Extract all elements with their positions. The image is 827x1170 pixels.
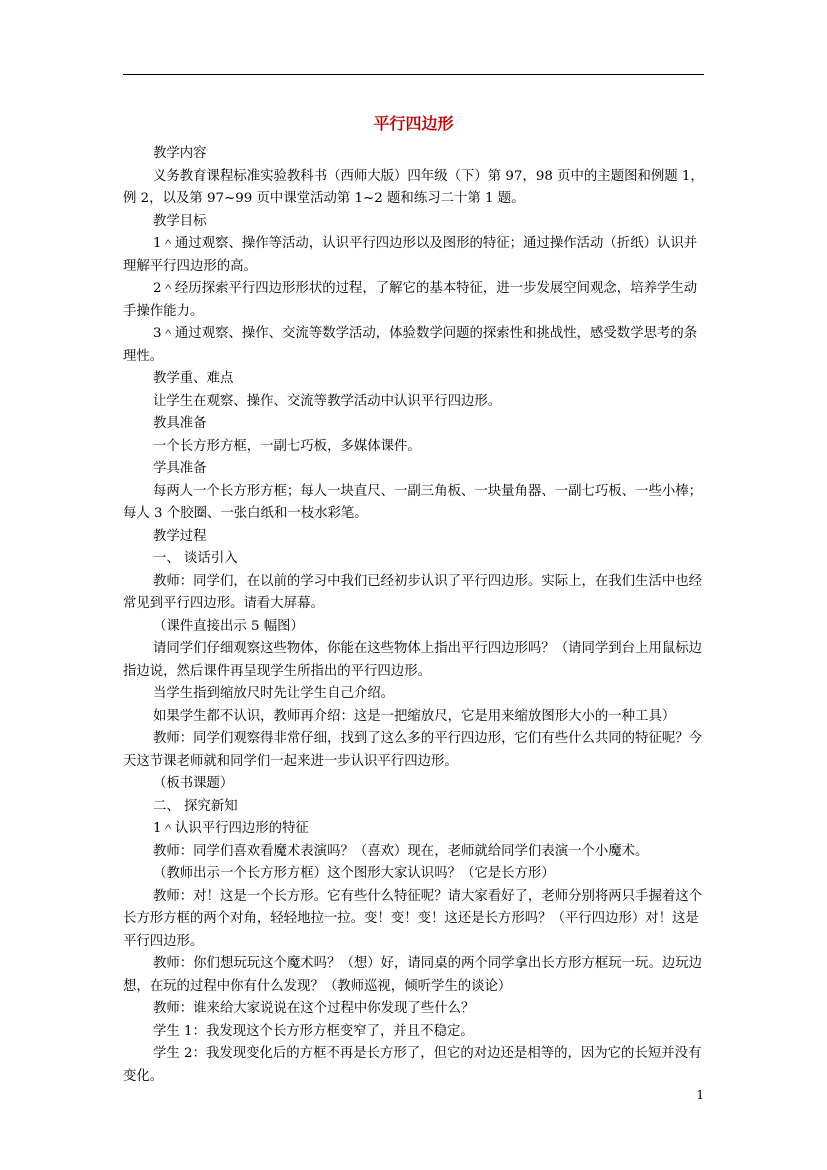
paragraph: 教学重、难点 [153,371,234,386]
paragraph: （教师出示一个长方形方框）这个图形大家认识吗？（它是长方形） [153,866,555,881]
paragraph: 教师：同学们，在以前的学习中我们已经初步认识了平行四边形。实际上，在我们生活中也经常见到平行四边形。请看大屏幕。 [123,573,703,611]
paragraph: 教具准备 [153,416,207,431]
paragraph: 教师：你们想玩玩这个魔术吗？（想）好，请同桌的两个同学拿出长方形方框玩一玩。边玩边想，在玩的过程中你有什么发现？（教师巡视，倾听学生的谈论） [123,956,703,994]
paragraph: （课件直接出示 5 幅图） [153,618,304,634]
paragraph: 学具准备 [153,461,207,476]
document-body [123,143,704,1088]
paragraph: 让学生在观察、操作、交流等教学活动中认识平行四边形。 [153,393,502,409]
paragraph: 教师：同学们喜欢看魔术表演吗？（喜欢）现在，老师就给同学们表演一个小魔术。 [153,843,649,859]
paragraph: 义务教育课程标准实验教科书（西师大版）四年级（下）第 97，98 页中的主题图和例题 1，例 2，以及第 97~99 页中课堂活动第 1~2 题和练习二十第 1 题。 [123,168,704,206]
page-number: 1 [696,1088,704,1102]
paragraph: 教学过程 [153,528,207,544]
paragraph: 请同学们仔细观察这些物体，你能在这些物体上指出平行四边形吗？（请同学到台上用鼠标边指边说，然后课件再呈现学生所指出的平行四边形。 [123,641,703,679]
paragraph: 一、 谈话引入 [153,551,238,566]
paragraph: 1＾通过观察、操作等活动，认识平行四边形以及图形的特征；通过操作活动（折纸）认识并理解平行四边形的高。 [123,236,698,274]
paragraph: 学生 2：我发现变化后的方框不再是长方形了，但它的对边还是相等的，因为它的长短并没有变化。 [123,1046,702,1084]
paragraph: 学生 1：我发现这个长方形方框变窄了，并且不稳定。 [153,1023,474,1039]
header-rule [123,74,704,75]
paragraph: 当学生指到缩放尺时先让学生自己介绍。 [153,686,395,701]
paragraph: 教师：同学们观察得非常仔细，找到了这么多的平行四边形，它们有些什么共同的特征呢？今天这节课老师就和同学们一起来进一步认识平行四边形。 [123,731,703,769]
paragraph: 2＾经历探索平行四边形形状的过程，了解它的基本特征，进一步发展空间观念，培养学生动手操作能力。 [123,281,698,319]
paragraph: 每两人一个长方形方框；每人一块直尺、一副三角板、一块量角器、一副七巧板、一些小棒；每人 3 个胶圈、一张白纸和一枝水彩笔。 [123,483,703,521]
paragraph: 教师：谁来给大家说说在这个过程中你发现了些什么？ [153,1001,475,1016]
paragraph: 教学内容 [153,146,207,161]
paragraph: 3＾通过观察、操作、交流等数学活动，体验数学问题的探索性和挑战性，感受数学思考的条理性。 [123,326,698,364]
paragraph: 教学目标 [153,213,207,229]
paragraph: 如果学生都不认识，教师再介绍：这是一把缩放尺，它是用来缩放图形大小的一种工具） [153,708,676,724]
page-title: 平行四边形 [373,114,454,133]
paragraph: 二、 探究新知 [153,798,238,814]
paragraph: （板书课题） [153,776,234,791]
paragraph: 教师：对！这是一个长方形。它有些什么特征呢？请大家看好了，老师分别将两只手握着这个长方形方框的两个对角，轻轻地拉一拉。变！变！变！这还是长方形吗？（平行四边形）对！这是平行四边形。 [123,888,703,949]
paragraph: 1＾认识平行四边形的特征 [153,821,309,836]
paragraph: 一个长方形方框，一副七巧板，多媒体课件。 [153,438,421,454]
